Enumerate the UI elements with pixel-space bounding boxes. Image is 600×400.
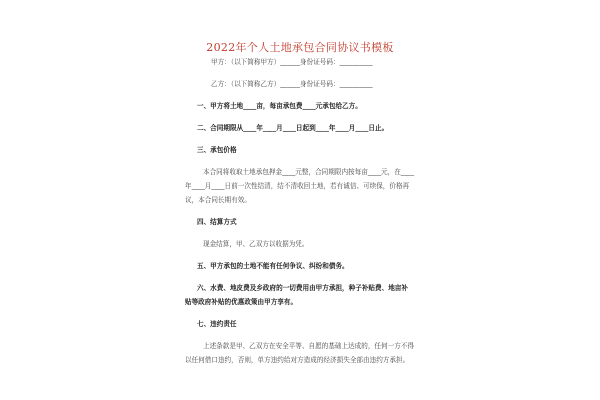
clause-3-text-line-3: 议，本合同长期有效。 <box>185 196 251 204</box>
clause-7-text-line-2: 以任何借口违约，否则，单方违约给对方造成的经济损失全部由违约方承担。 <box>185 356 410 364</box>
clause-3-text-line-2: 年____月____日前一次性结清，结不清收回土地，若有诚信、可续保，价格再 <box>185 182 410 190</box>
clause-2: 二、合同期限从____年____月____日起到____年____月____日止。 <box>197 124 389 132</box>
clause-6-line-2: 贴等政府补贴的优惠政策由甲方享有。 <box>185 298 298 306</box>
clause-4-heading: 四、结算方式 <box>197 218 237 226</box>
clause-7-text-line-1: 上述条款是甲、乙双方在安全平等、自愿的基础上达成的，任何一方不得 <box>203 342 414 350</box>
clause-4-text: 现金结算，甲、乙双方以收据为凭。 <box>203 240 309 248</box>
clause-3-heading: 三、承包价格 <box>197 146 237 154</box>
document-title: 2022年个人土地承包合同协议书模板 <box>206 41 394 54</box>
party-a-line: 甲方：（以下简称甲方）______身份证号码：__________ <box>211 58 373 66</box>
clause-3-text-line-1: 本合同将收取土地承包押金____元整，合同期限内按每亩____元，在____ <box>203 168 414 176</box>
clause-6-line-1: 六、水费、地皮费及乡政府的一切费用由甲方承担，种子补贴费、地亩补 <box>197 284 408 292</box>
clause-1: 一、甲方将土地____亩，每亩承包费____元承包给乙方。 <box>197 102 362 110</box>
party-b-line: 乙方：（以下简称乙方）______身份证号码：__________ <box>211 80 373 88</box>
clause-7-heading: 七、违约责任 <box>197 320 237 328</box>
clause-5: 五、甲方承包的土地不能有任何争议、纠纷和债务。 <box>197 262 349 270</box>
